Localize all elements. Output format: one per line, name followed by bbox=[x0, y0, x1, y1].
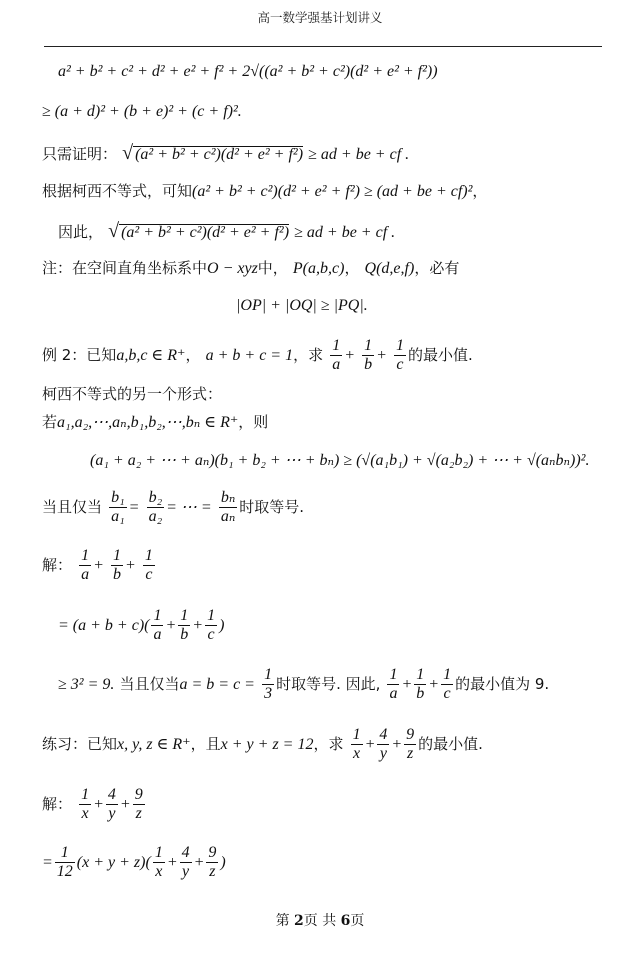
exercise-solution-line-2: = $\frac{1}{12}$ (x + y + z)( $\frac{1}{x}$ + $\frac{4}{y}$ + $\frac{9}{z}$ ) bbox=[42, 844, 226, 880]
fraction-1-over-b: $\frac{1}{b}$ bbox=[364, 337, 373, 373]
another-form-heading: 柯西不等式的另一个形式： bbox=[42, 385, 223, 403]
note-line: 注：在空间直角坐标系中O − xyz中， P(a,b,c)， Q(d,e,f)，必有 bbox=[42, 259, 460, 277]
example-2-label: 例 2：已知 bbox=[42, 346, 117, 365]
sqrt-expression-2: (a² + b² + c²)(d² + e² + f²) bbox=[121, 224, 290, 241]
example-2-line: 例 2：已知a,b,c ∈ R⁺， a + b + c = 1，求 $\frac{1}{a}$ + $\frac{1}{b}$ + $\frac{1}{c}$ 的最小值. bbox=[42, 337, 473, 373]
need-prove-label: 只需证明： bbox=[42, 145, 118, 163]
sqrt-expression: (a² + b² + c²)(d² + e² + f²) bbox=[135, 146, 304, 163]
header-rule bbox=[44, 46, 602, 47]
solution-line-3: ≥ 3² = 9. 当且仅当a = b = c = $\frac{1}{3}$ 时取等号. 因此, $\frac{1}{a}$ + $\frac{1}{b}$ + $\frac{1}{c}$ 的最小值为 9. bbox=[58, 666, 550, 702]
solution-label: 解： bbox=[42, 556, 73, 575]
page-number: 2 bbox=[294, 913, 304, 929]
point-q: Q(d,e,f) bbox=[364, 260, 415, 277]
cauchy-general-form: (a₁ + a₂ + ⋯ + aₙ)(b₁ + b₂ + ⋯ + bₙ) ≥ (√(a₁b₁) + √(a₂b₂) + ⋯ + √(aₙbₙ))². bbox=[90, 452, 590, 469]
note-label: 注：在空间直角坐标系中 bbox=[42, 259, 208, 277]
exercise-solution-line-1: 解： $\frac{1}{x}$ + $\frac{4}{y}$ + $\frac{9}{z}$ bbox=[42, 786, 143, 822]
therefore-label: 因此， bbox=[58, 223, 104, 241]
need-prove-rhs: ≥ ad + be + cf . bbox=[308, 146, 410, 163]
need-prove-line: 只需证明： √ (a² + b² + c²)(d² + e² + f²) ≥ ad + be + cf . bbox=[42, 142, 410, 164]
page-footer: 第 2页 共 6页 bbox=[275, 913, 365, 929]
equality-condition-line: 当且仅当 $\frac{\text{b₁}}{\text{a₁}}$ = $\frac{\text{b₂}}{\text{a₂}}$ = ⋯ = $\frac{\text{bₙ}}{\text{aₙ}}$ 时取等号. bbox=[42, 489, 305, 525]
therefore-line: 因此， √ (a² + b² + c²)(d² + e² + f²) ≥ ad + be + cf . bbox=[58, 220, 396, 242]
fraction-1-over-a: $\frac{1}{a}$ bbox=[332, 337, 341, 373]
cauchy-expr: (a² + b² + c²)(d² + e² + f²) ≥ (ad + be + cf)² bbox=[192, 183, 473, 200]
formula-line-1 bbox=[58, 64, 438, 80]
fraction-1-over-c: $\frac{1}{c}$ bbox=[395, 337, 404, 373]
formula-line-2: ≥ (a + d)² + (b + e)² + (c + f)². bbox=[42, 103, 242, 120]
total-pages: 6 bbox=[340, 913, 351, 929]
solution-line-1: 解： $\frac{1}{a}$ + $\frac{1}{b}$ + $\frac{1}{c}$ bbox=[42, 547, 153, 583]
solution-line-2: = (a + b + c)( $\frac{1}{a}$ + $\frac{1}{b}$ + $\frac{1}{c}$ ) bbox=[58, 607, 225, 643]
cauchy-line: 根据柯西不等式，可知(a² + b² + c²)(d² + e² + f²) ≥ (ad + be + cf)²， bbox=[42, 182, 488, 200]
if-line: 若a₁,a₂,⋯,aₙ,b₁,b₂,⋯,bₙ ∈ R⁺，则 bbox=[42, 413, 269, 431]
triangle-inequality: |OP| + |OQ| ≥ |PQ|. bbox=[236, 297, 368, 314]
cauchy-label: 根据柯西不等式，可知 bbox=[42, 182, 193, 200]
therefore-rhs: ≥ ad + be + cf . bbox=[294, 224, 396, 241]
exercise-label: 练习：已知 bbox=[42, 735, 118, 754]
exercise-line: 练习：已知x, y, z ∈ R⁺，且x + y + z = 12，求 $\frac{1}{x}$ + $\frac{4}{y}$ + $\frac{9}{z}$ 的最小值. bbox=[42, 726, 483, 762]
page-header: 高一数学强基计划讲义 bbox=[257, 10, 383, 25]
point-p: P(a,b,c) bbox=[292, 260, 345, 277]
formula-1: a² + b² + c² + d² + e² + f² + 2√((a² + b² + c²)(d² + e² + f²)) bbox=[58, 63, 438, 80]
